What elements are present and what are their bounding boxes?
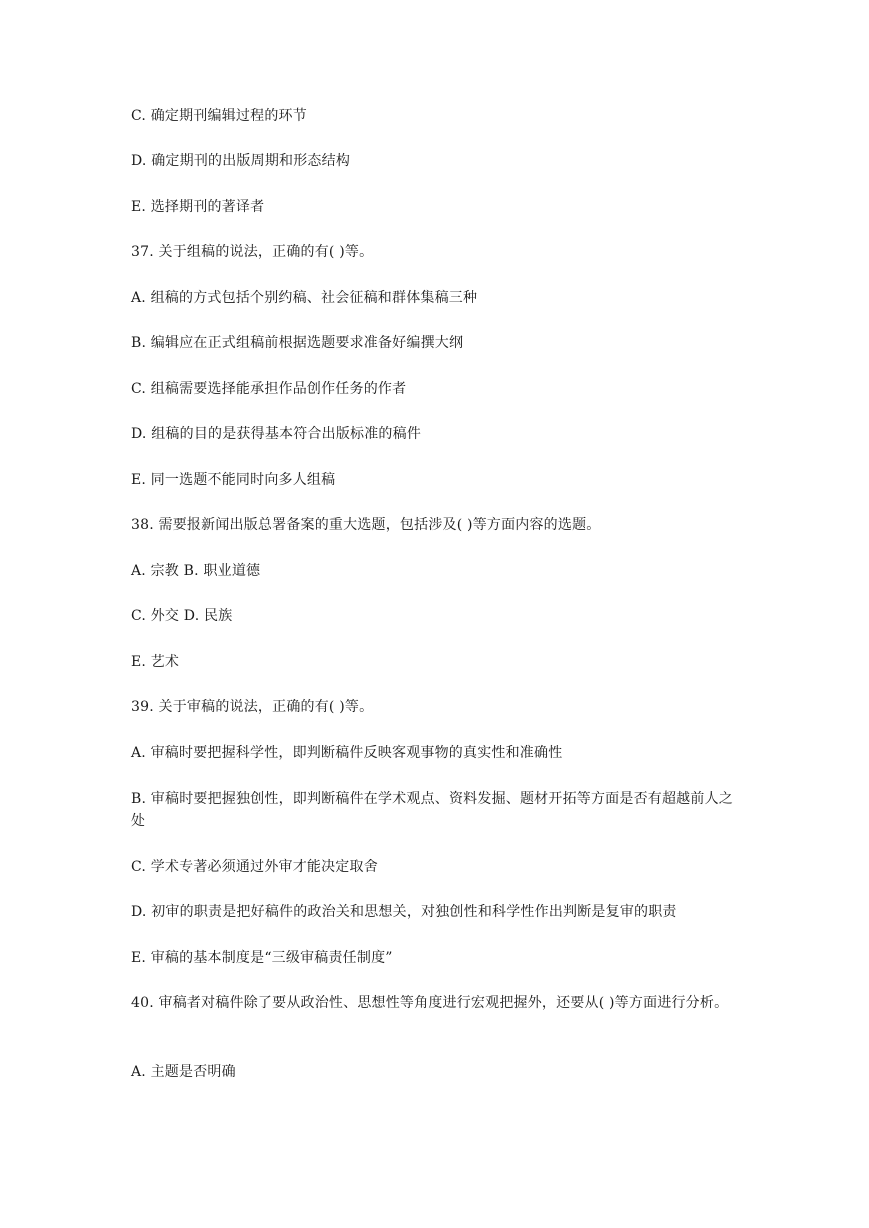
option-b-q37: B. 编辑应在正式组稿前根据选题要求准备好编撰大纲: [131, 335, 464, 351]
option-e-q36: E. 选择期刊的著译者: [131, 199, 265, 215]
option-c-q36: C. 确定期刊编辑过程的环节: [131, 108, 307, 124]
question-37: 37. 关于组稿的说法，正确的有( )等。: [131, 244, 374, 260]
option-e-q38: E. 艺术: [131, 654, 180, 670]
option-d-q37: D. 组稿的目的是获得基本符合出版标准的稿件: [131, 426, 422, 442]
question-40: 40. 审稿者对稿件除了要从政治性、思想性等角度进行宏观把握外，还要从( )等方面进行分析。: [131, 995, 729, 1011]
options-ab-q38: A. 宗教 B. 职业道德: [131, 563, 261, 579]
options-cd-q38: C. 外交 D. 民族: [131, 608, 233, 624]
option-c-q39: C. 学术专著必须通过外审才能决定取舍: [131, 859, 378, 875]
option-b-q39: B. 审稿时要把握独创性，即判断稿件在学术观点、资料发掘、题材开拓等方面是否有超越前人之处: [131, 791, 733, 829]
option-a-q39: A. 审稿时要把握科学性，即判断稿件反映客观事物的真实性和准确性: [131, 745, 563, 761]
option-a-q40: A. 主题是否明确: [131, 1064, 236, 1080]
option-c-q37: C. 组稿需要选择能承担作品创作任务的作者: [131, 381, 407, 397]
option-d-q39: D. 初审的职责是把好稿件的政治关和思想关，对独创性和科学性作出判断是复审的职责: [131, 904, 677, 920]
option-d-q36: D. 确定期刊的出版周期和形态结构: [131, 153, 351, 169]
option-e-q37: E. 同一选题不能同时向多人组稿: [131, 472, 336, 488]
option-a-q37: A. 组稿的方式包括个别约稿、社会征稿和群体集稿三种: [131, 290, 478, 306]
question-38: 38. 需要报新闻出版总署备案的重大选题，包括涉及( )等方面内容的选题。: [131, 517, 601, 533]
question-39: 39. 关于审稿的说法，正确的有( )等。: [131, 699, 374, 715]
option-e-q39: E. 审稿的基本制度是“三级审稿责任制度”: [131, 950, 393, 966]
